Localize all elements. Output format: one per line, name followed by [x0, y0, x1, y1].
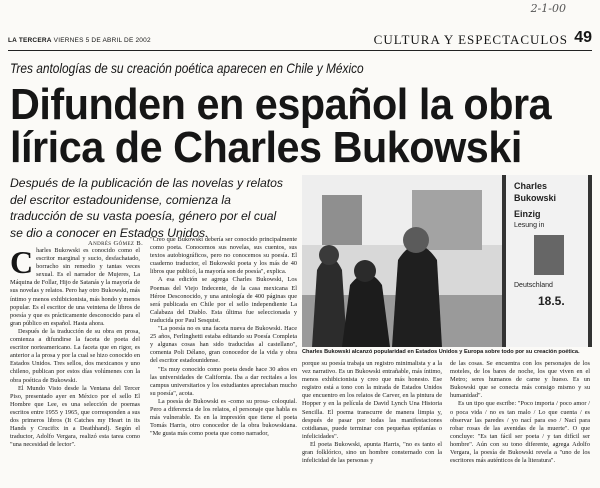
photo-illustration [302, 175, 592, 347]
kicker: Tres antologías de su creación poética aparecen en Chile y México [10, 60, 364, 76]
poster-line: Bukowski [514, 193, 557, 203]
bukowski-photo [302, 175, 592, 347]
handwritten-note: 2-1-00 [530, 2, 566, 15]
header-rule [8, 50, 592, 51]
paragraph: "Es muy conocido como poeta desde hace 30 años en las universidades de California. Iba a dar recitales a los campus universitarios y los estudiantes apreciaban mucho su poesía", acota. [150, 365, 297, 397]
poster-line: Einzig [514, 209, 541, 219]
paragraph: La poesía de Bukowski es -como su prosa- coloquial. Pero a diferencia de los relatos, el personaje que habla es más vulnerable. Es en la impresión que tiene el poeta Tomás Harris, otro conocedor de la obra bukowskiana. "Me gusta más como poeta que como narrador, [150, 397, 297, 438]
paragraph: "La poesía no es una faceta nueva de Bukowski. Hace 25 años, Ferlinghetti estaba editando su Poesía Completa y algunas cosas han sido traducidas al castellano", comenta Poli Délano, gran conocedor de la vida y obra del escritor estadounidense. [150, 325, 297, 365]
photo-caption: Charles Bukowski alcanzó popularidad en Estados Unidos y Europa sobre todo por su creación poética. [302, 349, 580, 355]
headline [10, 80, 552, 172]
deck: Después de la publicación de las novelas y relatos del escritor estadounidense, comienza la traducción de su vasta poesía, género por el cual se dio a conocer en Estados Unidos. [10, 176, 284, 240]
paragraph: porque su poesía trabaja un registro minimalista y a la vez narrativo. Es un Bukowski entrañable, más íntimo, menos exhibicionista y creo que más honesto. Ese registro está a tono con la mirada de Estados Unidos que encuentro en los relatos de Carver, en la pintura de Hopper y en la película de David Lynch Una Historia Sencilla. El poema transcurre de manera limpia y, después de pasar por todas las manifestaciones cotidianas, puede terminar con pequeñas epifanías o infelicidades". [302, 360, 442, 440]
page-number: 49 [574, 29, 592, 46]
poster-date: 18.5. [538, 294, 565, 308]
poster-line: Lesung in [514, 222, 545, 229]
column-3 [302, 360, 442, 486]
issue-date: VIERNES 5 DE ABRIL DE 2002 [53, 37, 151, 44]
poster-line: Deutschland [514, 282, 553, 289]
paragraph: "Creo que Bukowski debería ser conocido principalmente como poeta. Conocemos sus novelas, sus cuentos, sus textos autobiográficos, pero no conocemos su poesía. El cuaderno traductor, el Bukowski poeta y los más de 40 libros que publicó, la mayoría son de poesía", explica. [150, 236, 297, 276]
headline-line-1: Difunden en español la obra [10, 80, 552, 129]
paragraph: Después de la traducción de su obra en prosa, comienza a difundirse la faceta de poeta del escritor norteamericano. La faceta que en rigor, es anterior a la prosa y por la cual se hizo conocido en Estados Unidos. Tres sellos, dos mexicanos y uno chileno, publican por estos días volúmenes con la obra poética de Bukowski. [10, 327, 140, 384]
paragraph: A esa edición se agrega Charles Bukowski, Los Poemas del Viejo Indecente, de la casa mexicana El Héroe Desconocido, y una antología de 400 páginas que será publicada en Chile por el sello independiente La Calabaza del Diablo. Esta última fue seleccionada y traducida por Paul Sesquist. [150, 276, 297, 324]
paragraph: de las cosas. Se encuentra con los personajes de los moteles, de los bares de noche, los que viven en el Metro; seres humanos de carne y hueso. Es un Bukowski que se conecta más consigo mismo y su humanidad". [450, 360, 590, 400]
paragraph: El poeta Bukowski, apunta Harris, "no es tanto el gran folklórico, sino un hombre consternado con la infelicidad de las personas y [302, 440, 442, 465]
paragraph: Es un tipo que escribe: "Poco importa / poco amor / o poca vida / no es tan malo / Lo que cuenta / es observar las paredes / yo nací para eso / Nací para robar rosas de las avenidas de la muerte". O que concluye: "Es tan fácil ser poeta / y tan difícil ser hombre". Aún con su tono diferente, agrega Adolfo Vergara, la poesía de Bukowski revela a "uno de los escritores más auténticos de la literatura". [450, 400, 590, 465]
section-title: CULTURA Y ESPECTACULOS [373, 32, 568, 47]
column-1 [10, 247, 140, 485]
headline-line-2: lírica de Charles Bukowski [10, 123, 522, 172]
masthead-dateline [8, 37, 151, 44]
newspaper-name: LA TERCERA [8, 37, 52, 44]
dropcap: C [10, 247, 34, 280]
poster-line: Charles [514, 181, 548, 191]
column-2 [150, 236, 297, 486]
masthead [8, 29, 592, 48]
paragraph: El Mundo Visto desde la Ventana del Tercer Piso, presentado ayer en México por el sello El Hombre que Lee, es una selección de poemas escritos entre 1955 y 1965, que corresponden a sus dos primeros libros (It Catches my Heart in its Hands y Crucifix in a Deathhand). Según el traductor, Adolfo Vergara, realizó esta tarea como "una necesidad de lector". [10, 384, 140, 449]
paragraph: harles Bukowski es conocido como el escritor marginal y sucio, desfachatado, borracho sin remedio y tantas veces sexual. Es el narrador de Mujeres, La Máquina de Follar, Hijo de Satanás y la mayoría de sus novelas y relatos. Pero hay otro Bukowski, más íntimo y menos exhibicionista, más hondo y menos popular. Es el escritor de una veintena de libros de poesía y que es prácticamente desconocido para el gran público en español. Hasta ahora. [10, 247, 140, 327]
byline: Andrés Gómez B. [88, 240, 144, 247]
column-4 [450, 360, 590, 486]
